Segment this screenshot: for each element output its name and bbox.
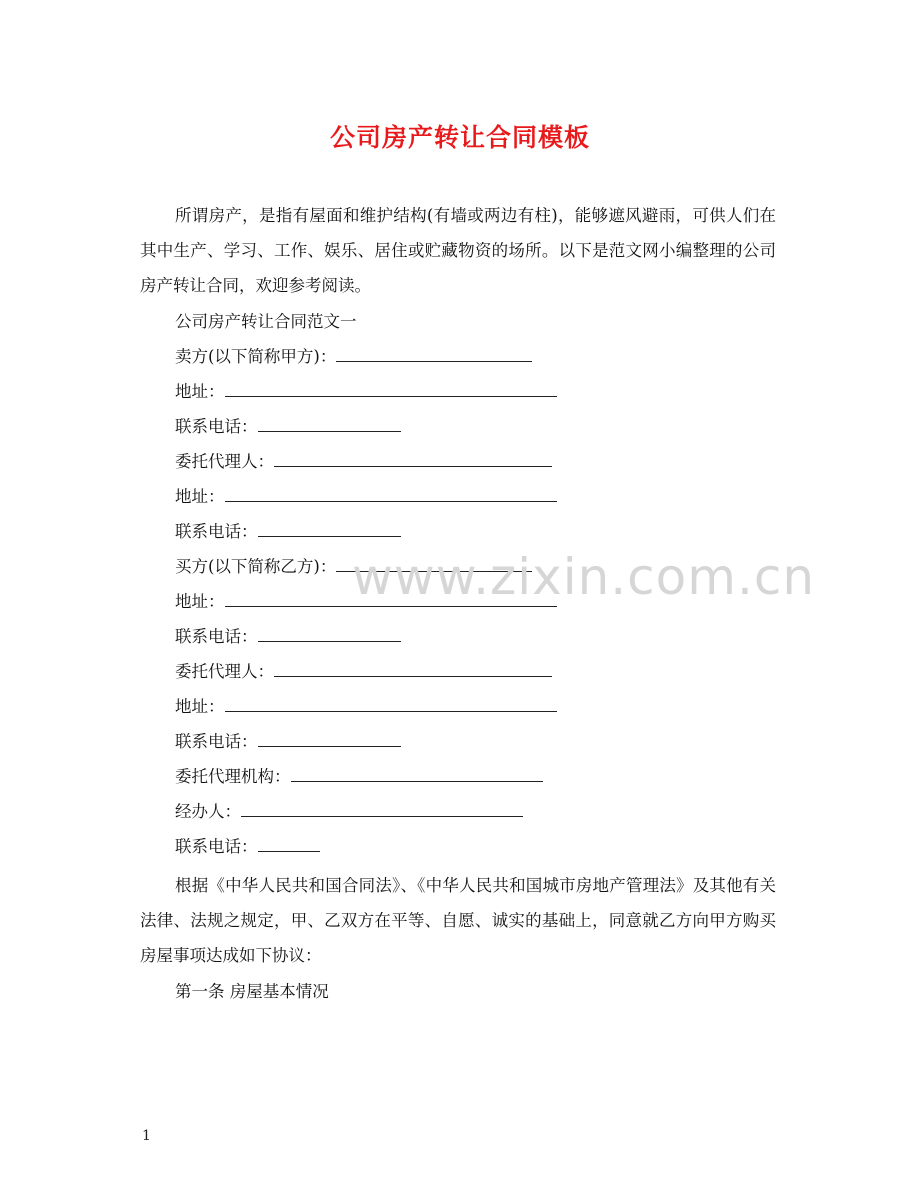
field-label: 地址： [175, 382, 225, 401]
field-blank [291, 766, 543, 782]
field-buyer-agent-phone [175, 730, 401, 754]
field-label: 联系电话： [175, 837, 258, 856]
field-blank [258, 521, 401, 537]
field-label: 联系电话： [175, 417, 258, 436]
field-label: 买方(以下简称乙方)： [175, 557, 337, 576]
field-blank [258, 626, 401, 642]
field-blank [225, 486, 557, 502]
field-label: 经办人： [175, 802, 241, 821]
field-label: 委托代理人： [175, 662, 274, 681]
field-blank [258, 731, 401, 747]
field-agency-phone [175, 835, 320, 859]
field-buyer-address [175, 590, 557, 614]
watermark: www.zixin.com.cn [352, 548, 816, 606]
field-label: 委托代理人： [175, 452, 274, 471]
article-1-heading: 第一条 房屋基本情况 [175, 982, 329, 1001]
legal-basis-paragraph: 根据《中华人民共和国合同法》、《中华人民共和国城市房地产管理法》及其他有关法律、法规之规定，甲、乙双方在平等、自愿、诚实的基础上，同意就乙方向甲方购买房屋事项达成如下协议： [140, 876, 776, 965]
document-title: 公司房产转让合同模板 [329, 123, 590, 152]
section-title: 公司房产转让合同范文一 [175, 312, 357, 331]
field-buyer-phone [175, 625, 401, 649]
field-buyer [175, 555, 532, 579]
field-seller-agent-address [175, 485, 557, 509]
field-blank [225, 591, 557, 607]
field-seller-phone [175, 415, 401, 439]
field-label: 联系电话： [175, 522, 258, 541]
field-seller-address [175, 380, 557, 404]
field-label: 委托代理机构： [175, 767, 291, 786]
field-label: 地址： [175, 487, 225, 506]
field-label: 地址： [175, 592, 225, 611]
field-blank [274, 451, 552, 467]
field-buyer-agent [175, 660, 552, 684]
field-blank [225, 381, 557, 397]
field-blank [274, 661, 552, 677]
field-blank [258, 836, 320, 852]
field-label: 联系电话： [175, 732, 258, 751]
intro-paragraph: 所谓房产，是指有屋面和维护结构(有墙或两边有柱)，能够遮风避雨，可供人们在其中生产、学习、工作、娱乐、居住或贮藏物资的场所。以下是范文网小编整理的公司房产转让合同，欢迎参考阅读。 [140, 206, 776, 295]
field-agency [175, 765, 543, 789]
field-seller-agent [175, 450, 552, 474]
field-blank [258, 416, 401, 432]
field-seller [175, 345, 532, 369]
field-blank [336, 556, 532, 572]
field-label: 联系电话： [175, 627, 258, 646]
page-number: 1 [142, 1128, 151, 1144]
field-blank [241, 801, 523, 817]
field-blank [225, 696, 557, 712]
field-label: 地址： [175, 697, 225, 716]
field-buyer-agent-address [175, 695, 557, 719]
field-seller-agent-phone [175, 520, 401, 544]
field-handler [175, 800, 523, 824]
field-label: 卖方(以下简称甲方)： [175, 347, 337, 366]
field-blank [336, 346, 532, 362]
